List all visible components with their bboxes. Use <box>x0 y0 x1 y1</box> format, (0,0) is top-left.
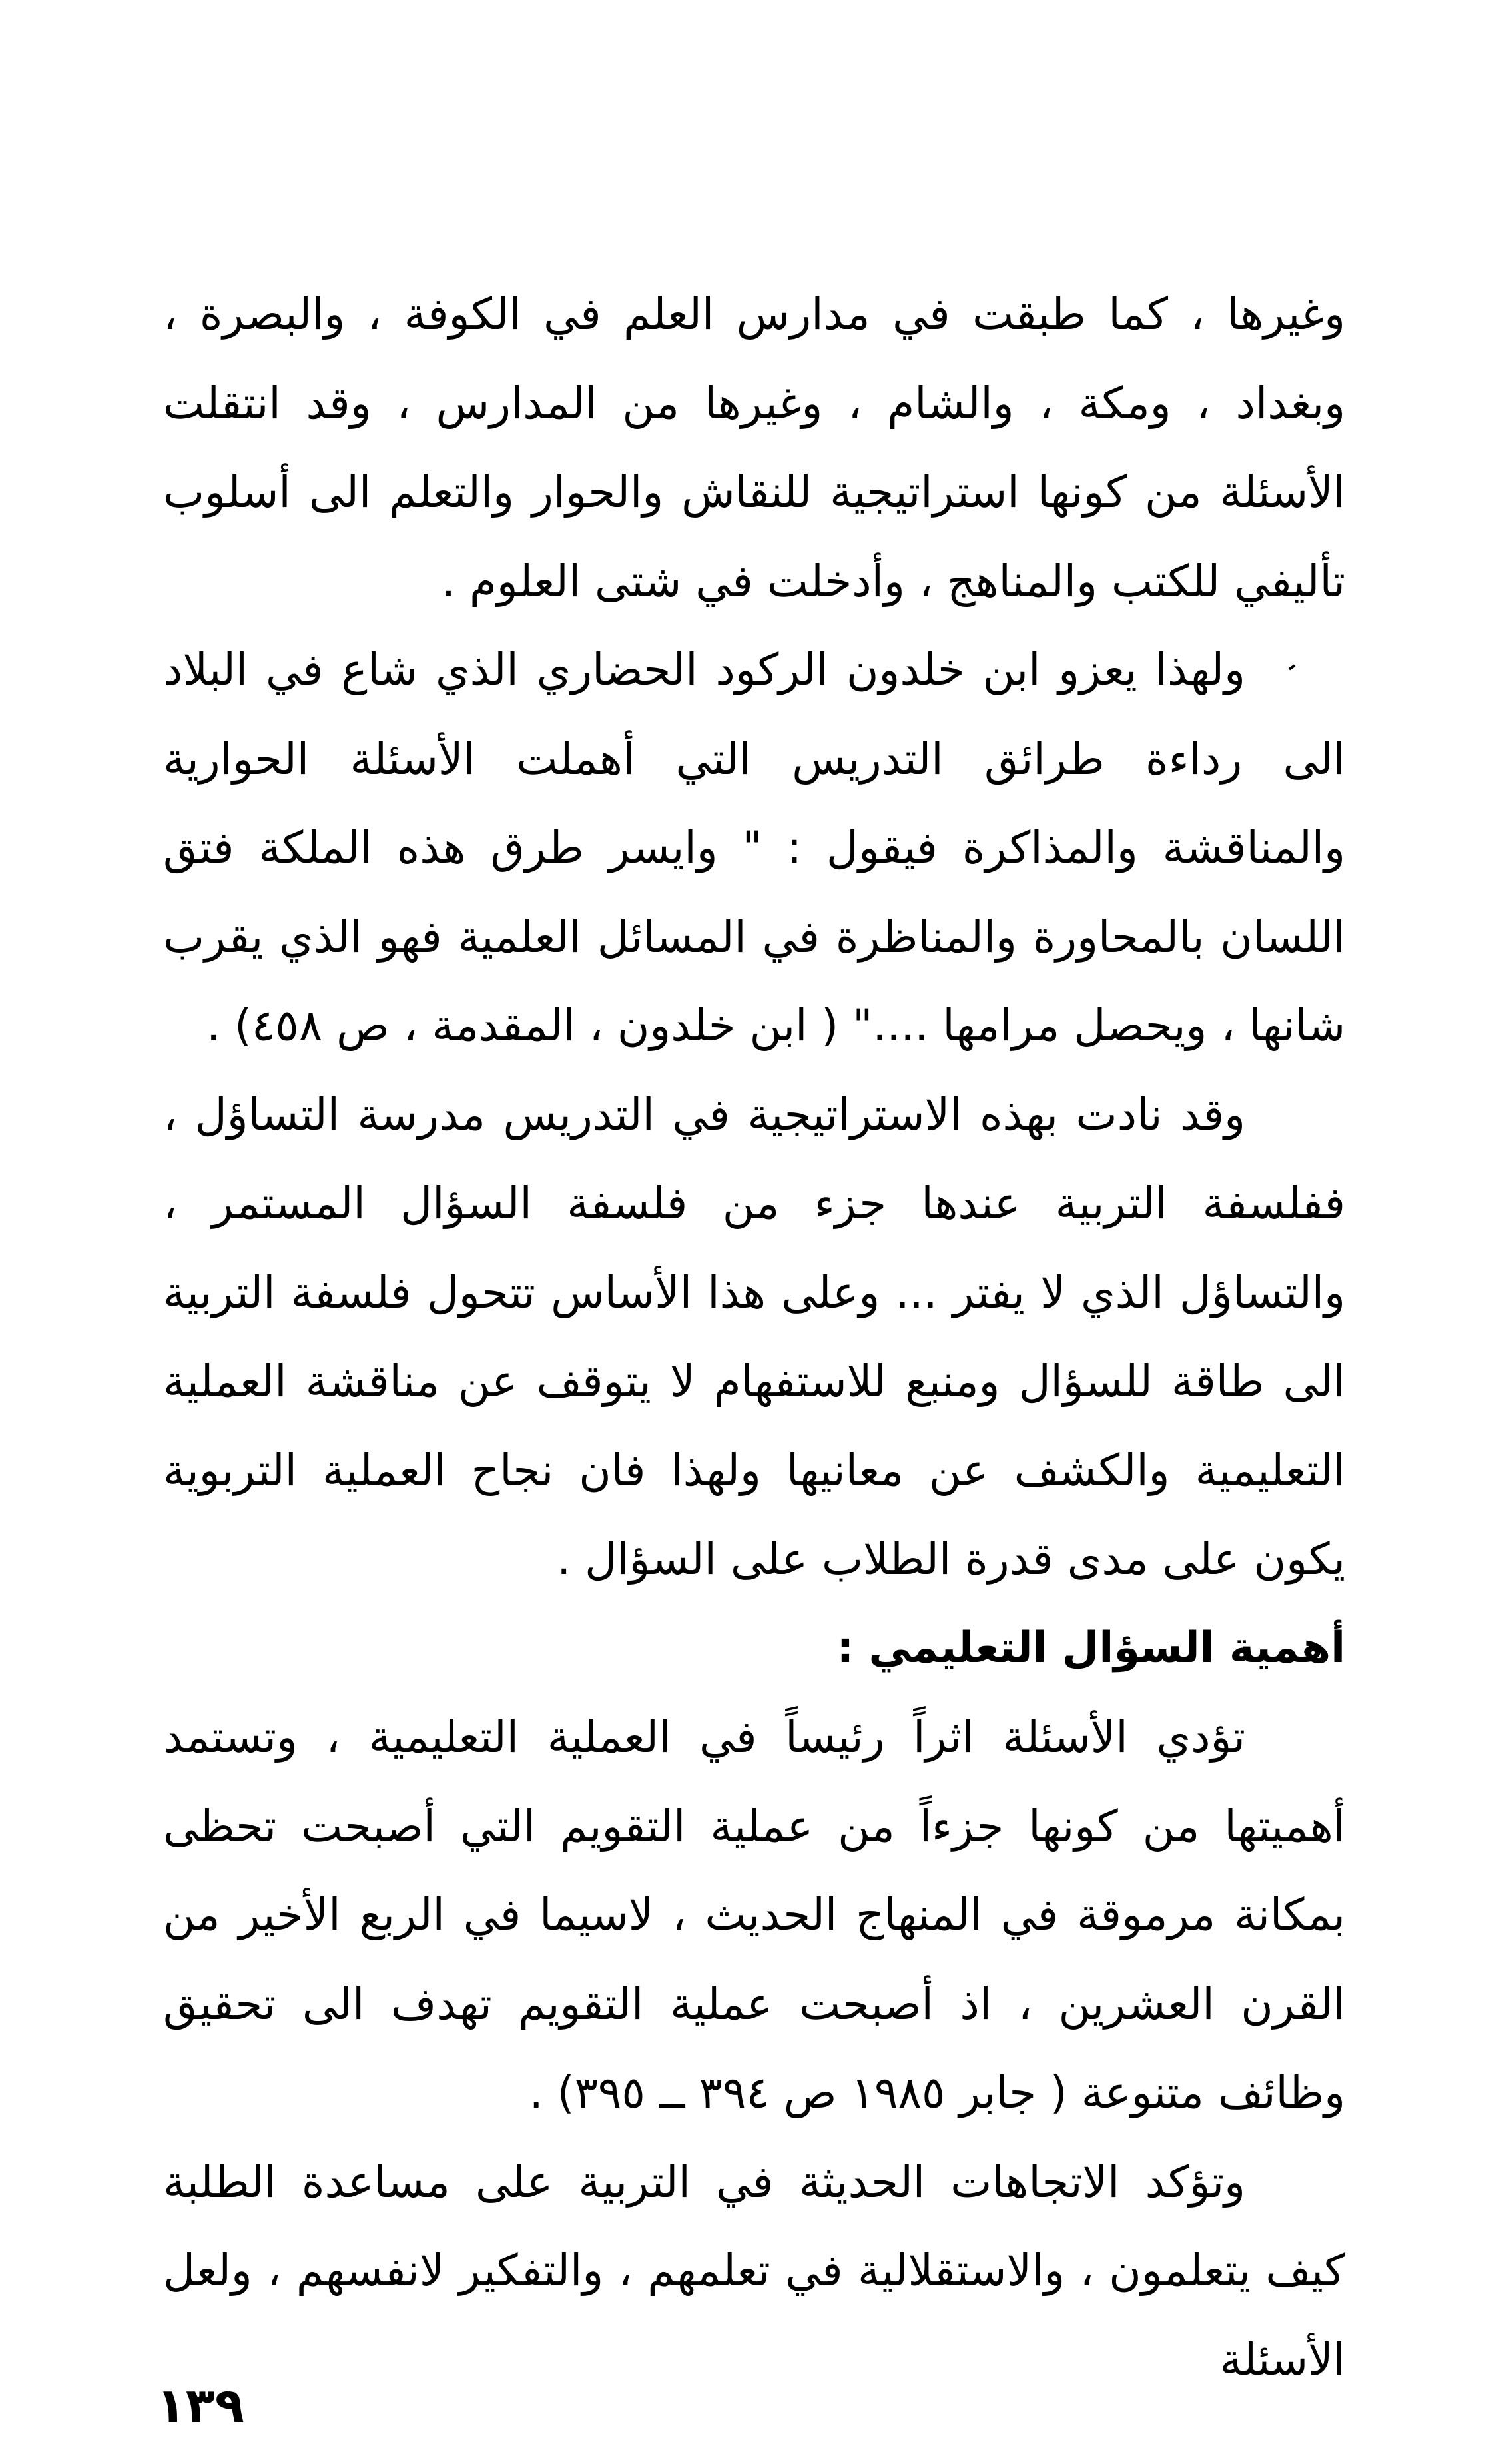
section-heading: أهمية السؤال التعليمي : <box>836 1623 1345 1673</box>
paragraph-1: وغيرها ، كما طبقت في مدارس العلم في الكوفة ، والبصرة ، وبغداد ، ومكة ، والشام ، وغيرها من المدارس ، وقد انتقلت الأسئلة من كونها استراتيجية للنقاش والحوار والتعلم الى أسلوب تأليفي للكتب والمناهج ، وأدخلت في شتى العلوم . <box>163 288 1345 607</box>
paragraph-4: تؤدي الأسئلة اثراً رئيساً في العملية التعليمية ، وتستمد أهميتها من كونها جزءاً من عملية التقويم التي أصبحت تحظى بمكانة مرموقة في المنهاج الحديث ، لاسيما في الربع الأخير من القرن العشرين ، اذ أصبحت عملية التقويم تهدف الى تحقيق وظائف متنوعة ( جابر ١٩٨٥ ص ٣٩٤ ــ ٣٩٥) . <box>163 1711 1345 2118</box>
paragraph-3: وقد نادت بهذه الاستراتيجية في التدريس مدرسة التساؤل ، ففلسفة التربية عندها جزء من فلسفة السؤال المستمر ، والتساؤل الذي لا يفتر ... وعلى هذا الأساس تتحول فلسفة التربية الى طاقة للسؤال ومنبع للاستفهام لا يتوقف عن مناقشة العملية التعليمية والكشف عن معانيها ولهذا فان نجاح العملية التربوية يكون على مدى قدرة الطلاب على السؤال . <box>163 1088 1345 1585</box>
paragraph-5: وتؤكد الاتجاهات الحديثة في التربية على مساعدة الطلبة كيف يتعلمون ، والاستقلالية في تعلمهم ، والتفكير لانفسهم ، ولعل الأسئلة <box>163 2156 1345 2385</box>
page-number: ١٣٩ <box>156 2377 244 2433</box>
body-text <box>163 270 1345 2404</box>
paragraph-2: ولهذا يعزو ابن خلدون الركود الحضاري الذي شاع في البلاد الى رداءة طرائق التدريس التي أهملت الأسئلة الحوارية والمناقشة والمذاكرة فيقول : " وايسر طرق هذه الملكة فتق اللسان بالمحاورة والمناظرة في المسائل العلمية فهو الذي يقرب شانها ، ويحصل مرامها ...." ( ابن خلدون ، المقدمة ، ص ٤٥٨) . <box>163 644 1345 1051</box>
